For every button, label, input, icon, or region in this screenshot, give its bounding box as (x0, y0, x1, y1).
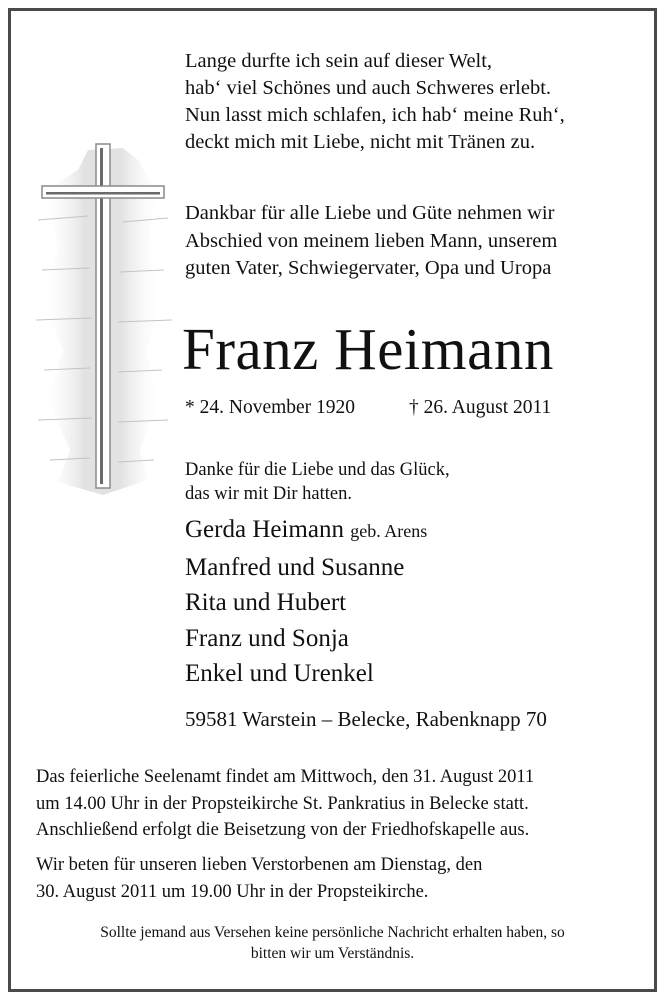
intro-line: guten Vater, Schwiegervater, Opa und Uropa (185, 257, 552, 279)
family-member: Rita und Hubert (185, 589, 347, 616)
address: 59581 Warstein – Belecke, Rabenknapp 70 (185, 707, 547, 731)
footer-line: Sollte jemand aus Versehen keine persönliche Nachricht erhalten haben, so (100, 924, 565, 941)
family-list (185, 512, 427, 692)
service-info (36, 764, 534, 844)
poem (185, 48, 565, 156)
intro-text (185, 200, 557, 283)
birth-date: * 24. November 1920 (185, 397, 356, 418)
family-member: Franz und Sonja (185, 624, 349, 652)
thanks-text (185, 458, 450, 506)
poem-line: Nun lasst mich schlafen, ich hab‘ meine Ruh‘, (185, 104, 565, 126)
spouse-line (185, 512, 427, 550)
poem-line: Lange durfte ich sein auf dieser Welt, (185, 50, 493, 72)
service-line: Anschließend erfolgt die Beisetzung von der Friedhofskapelle aus. (36, 820, 530, 840)
footer-line: bitten wir um Verständnis. (250, 945, 415, 962)
footer-note (30, 922, 635, 964)
intro-line: Abschied von meinem lieben Mann, unserem (185, 229, 558, 252)
spouse-maiden-name: geb. Arens (350, 521, 428, 541)
family-member: Manfred und Susanne (185, 553, 405, 581)
prayer-line: Wir beten für unseren lieben Verstorbenen am Dienstag, den (36, 855, 483, 875)
thanks-line: das wir mit Dir hatten. (185, 484, 352, 504)
intro-line: Dankbar für alle Liebe und Güte nehmen wir (185, 202, 555, 224)
service-line: Das feierliche Seelenamt findet am Mittwoch, den 31. August 2011 (36, 767, 535, 787)
cross-icon (28, 130, 178, 505)
prayer-info (36, 852, 482, 906)
prayer-line: 30. August 2011 um 19.00 Uhr in der Propsteikirche. (36, 882, 429, 902)
poem-line: hab‘ viel Schönes und auch Schweres erlebt. (185, 77, 552, 99)
family-member: Enkel und Urenkel (185, 660, 374, 687)
poem-line: deckt mich mit Liebe, nicht mit Tränen zu. (185, 131, 536, 153)
service-line: um 14.00 Uhr in der Propsteikirche St. Pankratius in Belecke statt. (36, 793, 529, 814)
spouse-name: Gerda Heimann (185, 516, 344, 543)
deceased-name: Franz Heimann (182, 316, 554, 382)
death-date: † 26. August 2011 (409, 397, 552, 418)
thanks-line: Danke für die Liebe und das Glück, (185, 460, 450, 480)
